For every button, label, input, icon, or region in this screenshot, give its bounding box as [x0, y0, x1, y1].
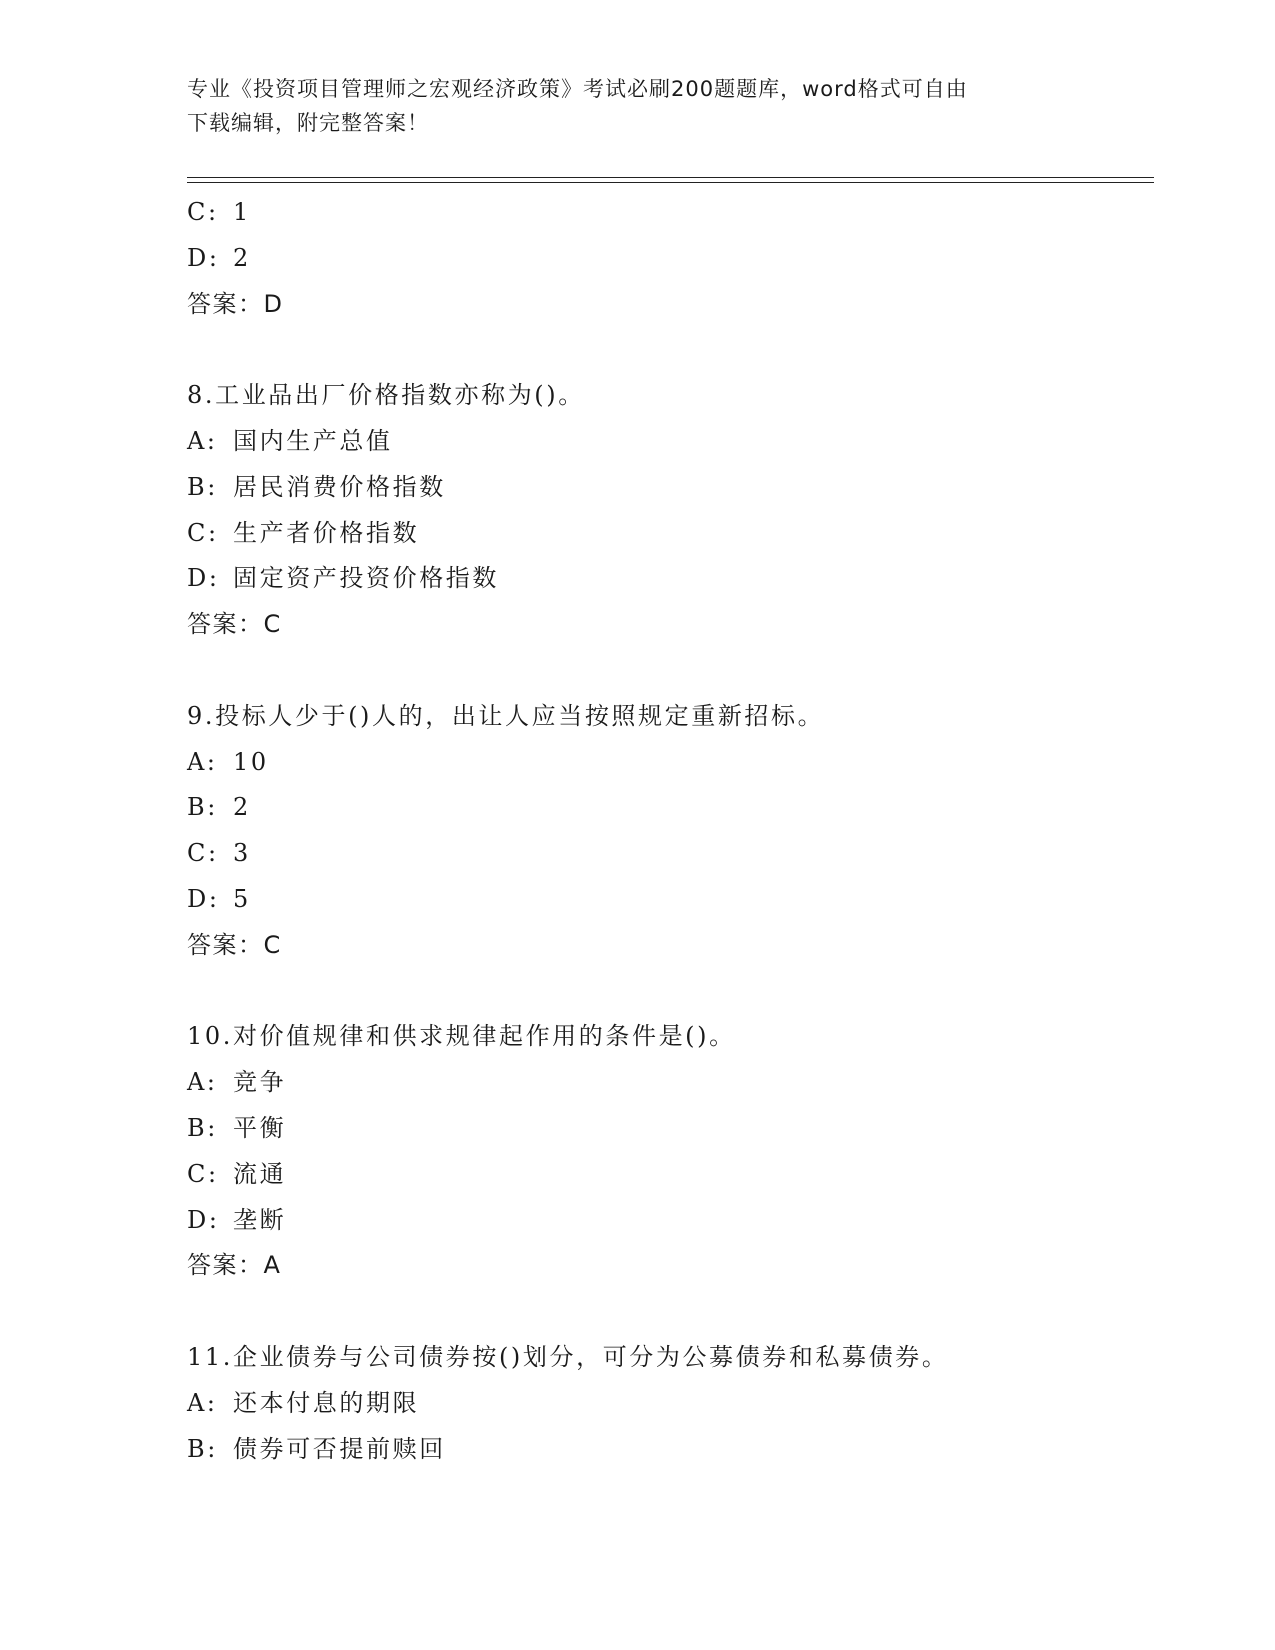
option-text: 平衡: [233, 1113, 287, 1142]
option-text: 还本付息的期限: [233, 1388, 420, 1417]
option-b: [187, 785, 1147, 831]
option-text: 5: [233, 884, 251, 913]
question-9: [187, 694, 1147, 969]
option-text: 流通: [233, 1159, 287, 1188]
option-d: [187, 556, 1147, 602]
option-label: C:: [187, 839, 219, 868]
option-c: [187, 1152, 1147, 1198]
question-stem: 8.工业品出厂价格指数亦称为()。: [187, 381, 585, 410]
option-text: 生产者价格指数: [233, 518, 420, 547]
option-text: 垄断: [233, 1205, 287, 1234]
option-label: B:: [187, 1113, 218, 1142]
option-a: [187, 740, 1147, 786]
option-text: 2: [233, 793, 251, 822]
option-text: 居民消费价格指数: [233, 472, 446, 501]
header-divider-bottom: [187, 182, 1154, 183]
spacer: [187, 969, 1147, 1015]
option-text: 10: [233, 747, 269, 776]
question-stem: 11.企业债券与公司债券按()划分，可分为公募债券和私募债券。: [187, 1342, 949, 1371]
answer-line: 答案：D: [187, 289, 284, 318]
option-text: 2: [233, 243, 251, 272]
header-divider-top: [187, 177, 1154, 178]
option-label: A:: [187, 1388, 218, 1417]
option-label: D:: [187, 884, 220, 913]
header-line-1: 专业《投资项目管理师之宏观经济政策》考试必刷200题题库，word格式可自由: [187, 77, 968, 101]
document-header: [187, 72, 1087, 140]
option-text: 国内生产总值: [233, 426, 393, 455]
question-stem: 10.对价值规律和供求规律起作用的条件是()。: [187, 1022, 736, 1051]
option-text: 1: [233, 198, 251, 226]
option-label: C:: [187, 1159, 219, 1188]
option-text: 竞争: [233, 1068, 287, 1097]
option-text: 3: [233, 839, 251, 868]
option-label: D:: [187, 564, 220, 593]
spacer: [187, 648, 1147, 694]
question-list: [187, 190, 1147, 1472]
question-11: [187, 1335, 1147, 1472]
question-8: [187, 373, 1147, 648]
option-label: D:: [187, 1205, 220, 1234]
option-b: [187, 1427, 1147, 1473]
option-text: 固定资产投资价格指数: [233, 564, 499, 593]
spacer: [187, 327, 1147, 373]
option-label: A:: [187, 1068, 218, 1097]
option-c: [187, 831, 1147, 877]
option-label: C:: [187, 198, 219, 226]
option-d: [187, 1198, 1147, 1244]
option-label: C:: [187, 518, 219, 547]
option-label: B:: [187, 1434, 218, 1463]
option-label: A:: [187, 426, 218, 455]
option-d: [187, 236, 1147, 282]
option-text: 债券可否提前赎回: [233, 1434, 446, 1463]
option-a: [187, 419, 1147, 465]
option-label: B:: [187, 472, 218, 501]
question-fragment: [187, 190, 1147, 327]
question-stem: 9.投标人少于()人的，出让人应当按照规定重新招标。: [187, 701, 825, 730]
answer-line: 答案：C: [187, 930, 282, 959]
spacer: [187, 1289, 1147, 1335]
option-a: [187, 1060, 1147, 1106]
header-line-2: 下载编辑，附完整答案！: [187, 111, 429, 135]
answer-line: 答案：C: [187, 610, 282, 639]
option-b: [187, 465, 1147, 511]
option-label: D:: [187, 243, 220, 272]
answer-line: 答案：A: [187, 1251, 282, 1280]
option-label: A:: [187, 747, 218, 776]
question-10: [187, 1014, 1147, 1289]
option-label: B:: [187, 793, 218, 822]
option-c: [187, 190, 1147, 236]
option-b: [187, 1106, 1147, 1152]
option-c: [187, 511, 1147, 557]
option-a: [187, 1381, 1147, 1427]
option-d: [187, 877, 1147, 923]
